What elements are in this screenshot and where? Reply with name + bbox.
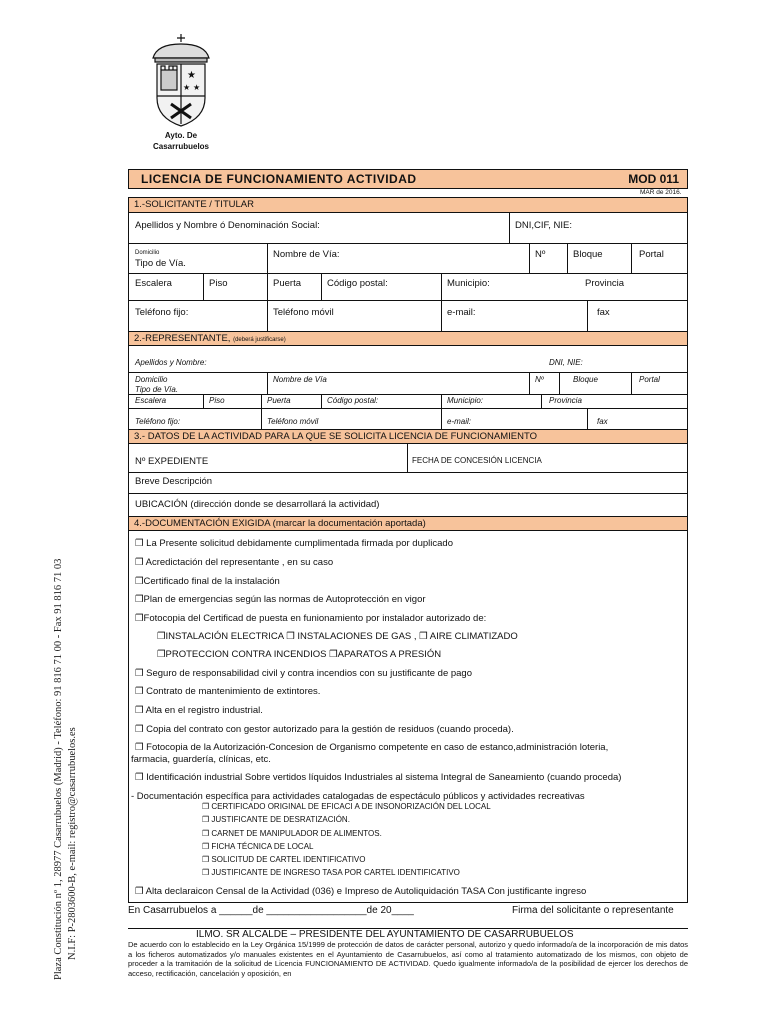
doc-item-representante[interactable]: ❒ Acredictación del representante , en su caso <box>135 557 334 568</box>
doc-item-autorizacion[interactable]: ❒ Fotocopia de la Autorización-Concesion de Organismo competente en caso de estanco,administración loteria, <box>135 742 609 753</box>
section-4-note: (marcar la documentación aportada) <box>272 518 426 529</box>
s2-bloque-label[interactable]: Bloque <box>573 375 598 384</box>
doc-item-residuos[interactable]: ❒ Copia del contrato con gestor autorizado para la gestión de residuos (cuando proceda). <box>135 724 514 735</box>
sub-item-manipulador[interactable]: ❒ CARNET DE MANIPULADOR DE ALIMENTOS. <box>202 829 382 838</box>
s1-tipo-via-label[interactable]: Tipo de Vía. <box>135 258 186 269</box>
section-2-title: 2.-REPRESENTANTE, <box>134 333 231 344</box>
s1-codigo-postal-label[interactable]: Código postal: <box>327 278 388 289</box>
s2-email-label[interactable]: e-mail: <box>447 417 472 426</box>
side-address-line2: N.I.F: P-2803600-B, e-mail: registro@casarrubuelos.es <box>67 727 78 960</box>
s1-nombre-via-label[interactable]: Nombre de Vía: <box>273 249 340 260</box>
doc-item-solicitud[interactable]: ❒ La Presente solicitud debidamente cumplimentada firmada por duplicado <box>135 538 453 549</box>
sub-item-desratizacion[interactable]: ❒ JUSTIFICANTE DE DESRATIZACIÓN. <box>202 815 350 824</box>
doc-item-plan-emergencias[interactable]: ❒Plan de emergencias según las normas de Autoprotección en vigor <box>135 594 426 605</box>
s1-apellidos-label[interactable]: Apellidos y Nombre ó Denominación Social: <box>135 220 320 231</box>
section-4-heading <box>129 516 687 531</box>
s1-telefono-fijo-label[interactable]: Teléfono fijo: <box>135 307 189 318</box>
doc-item-certificado-final[interactable]: ❒Certificado final de la instalación <box>135 576 280 587</box>
svg-text:★: ★ <box>187 70 196 81</box>
s1-piso-label[interactable]: Piso <box>209 278 228 289</box>
doc-item-proteccion[interactable]: ❒PROTECCION CONTRA INCENDIOS ❒APARATOS A PRESIÓN <box>157 649 442 660</box>
form-code: MOD 011 <box>628 172 679 186</box>
section-2-heading <box>129 331 687 346</box>
s3-ubicacion-label[interactable]: UBICACIÓN (dirección donde se desarrollará la actividad) <box>135 499 380 510</box>
municipal-crest-icon <box>143 30 219 130</box>
section-2-note: (deberá justificarse) <box>233 337 286 343</box>
s1-telefono-movil-label[interactable]: Teléfono móvil <box>273 307 334 318</box>
form-title: LICENCIA DE FUNCIONAMIENTO ACTIVIDAD <box>141 172 417 186</box>
crest-caption-line1: Ayto. De <box>164 131 198 140</box>
s2-tipo-via-label[interactable]: Tipo de Vía. <box>135 385 179 394</box>
s2-portal-label[interactable]: Portal <box>639 375 660 384</box>
s2-puerta-label[interactable]: Puerta <box>267 396 291 405</box>
s2-dni-label[interactable]: DNI, NIE: <box>549 358 583 367</box>
s1-portal-label[interactable]: Portal <box>639 249 664 260</box>
s1-bloque-label[interactable]: Bloque <box>573 249 603 260</box>
s2-telefono-fijo-label[interactable]: Teléfono fijo: <box>135 417 181 426</box>
doc-item-fotocopia-certificado[interactable]: ❒Fotocopia del Certificad de puesta en funionamiento por instalador autorizado de: <box>135 613 487 624</box>
sub-item-insonorizacion[interactable]: ❒ CERTIFICADO ORIGINAL DE EFICACI A DE INSONORIZACIÓN DEL LOCAL <box>202 802 491 811</box>
s1-escalera-label[interactable]: Escalera <box>135 278 172 289</box>
svg-text:★: ★ <box>193 83 201 92</box>
place-date-line[interactable]: En Casarrubuelos a ______de __________________de 20____ <box>128 905 414 916</box>
s1-puerta-label[interactable]: Puerta <box>273 278 301 289</box>
section-1-heading: 1.-SOLICITANTE / TITULAR <box>129 198 687 213</box>
s1-domicilio-label: Domicilio <box>135 250 160 256</box>
doc-item-seguro[interactable]: ❒ Seguro de responsabilidad civil y contra incendios con su justificante de pago <box>135 668 472 679</box>
doc-item-alta-censal[interactable]: ❒ Alta declaraicon Censal de la Actividad (036) e Impreso de Autoliquidación TASA Con justificante ingreso <box>135 886 587 897</box>
s1-numero-label[interactable]: Nº <box>535 249 546 260</box>
section-3-heading: 3.- DATOS DE LA ACTIVIDAD PARA LA QUE SE SOLICITA LICENCIA DE FUNCIONAMIENTO <box>129 429 687 444</box>
form-date: MAR de 2016. <box>640 189 682 196</box>
doc-item-extintores[interactable]: ❒ Contrato de mantenimiento de extintores. <box>135 686 321 697</box>
s2-escalera-label[interactable]: Escalera <box>135 396 167 405</box>
doc-item-espectaculos: - Documentación específica para actividades catalogadas de espectáculo públicos y actividades recreativas <box>131 791 585 802</box>
application-form <box>128 197 688 903</box>
s2-piso-label[interactable]: Piso <box>209 396 225 405</box>
s2-nombre-via-label[interactable]: Nombre de Vía <box>273 375 327 384</box>
s3-fecha-concesion-label[interactable]: FECHA DE CONCESIÓN LICENCIA <box>412 456 542 465</box>
s2-provincia-label[interactable]: Provincia <box>549 396 582 405</box>
addressee: ILMO. SR ALCALDE – PRESIDENTE DEL AYUNTAMIENTO DE CASARRUBUELOS <box>196 929 574 940</box>
s1-fax-label[interactable]: fax <box>597 307 610 318</box>
s1-email-label[interactable]: e-mail: <box>447 307 476 318</box>
signature-label: Firma del solicitante o representante <box>512 905 674 916</box>
legal-notice: De acuerdo con lo establecido en la Ley Orgánica 15/1999 de protección de datos de carácter personal, autorizo y quedo informado/a de la incorporación de mis datos a los ficheros automatizados y/o manuales existentes en el Ayuntamiento de Casarrubuelos, así como al tratamiento automatizado de los mismos, con objeto de proceder a la tramitación de la solicitud de Licencia FUNCIONAMIENTO DE ACTIVIDAD. Quedo igualmente informado/a de la posibilidad de ejercer los derechos de acceso, rectificación, cancelación y oposición, en <box>128 940 688 978</box>
section-4-title: 4.-DOCUMENTACIÓN EXIGIDA <box>134 518 271 529</box>
s1-provincia-label[interactable]: Provincia <box>585 278 625 289</box>
svg-text:★: ★ <box>183 83 191 92</box>
s2-domicilio-label: Domicilio <box>135 375 168 384</box>
s2-fax-label[interactable]: fax <box>597 417 608 426</box>
s2-municipio-label[interactable]: Municipio: <box>447 396 484 405</box>
s3-expediente-label[interactable]: Nº EXPEDIENTE <box>135 456 209 467</box>
s3-descripcion-label[interactable]: Breve Descripción <box>135 476 213 487</box>
form-title-bar <box>128 169 688 189</box>
s2-telefono-movil-label[interactable]: Teléfono móvil <box>267 417 319 426</box>
s1-dni-label[interactable]: DNI,CIF, NIE: <box>515 220 573 231</box>
side-address-line1: Plaza Constitución nº 1, 28977 Casarrubuelos (Madrid) - Teléfono: 91 816 71 00 - Fax 91 816 71 03 <box>53 558 64 980</box>
doc-item-autorizacion-cont: farmacia, guardería, clínicas, etc. <box>131 754 271 765</box>
side-address <box>52 558 86 1000</box>
s2-apellidos-label[interactable]: Apellidos y Nombre: <box>135 358 207 367</box>
s2-numero-label[interactable]: Nº <box>535 375 544 384</box>
sub-item-tasa-cartel[interactable]: ❒ JUSTIFICANTE DE INGRESO TASA POR CARTEL IDENTIFICATIVO <box>202 868 460 877</box>
s1-municipio-label[interactable]: Municipio: <box>447 278 490 289</box>
doc-item-vertidos[interactable]: ❒ Identificación industrial Sobre vertidos líquidos Industriales al sistema Integral de Saneamiento (cuando proceda) <box>135 772 622 783</box>
doc-item-instalaciones[interactable]: ❒INSTALACIÓN ELECTRICA ❒ INSTALACIONES DE GAS , ❒ AIRE CLIMATIZADO <box>157 631 518 642</box>
crest-caption-line2: Casarrubuelos <box>152 142 210 151</box>
doc-item-registro-industrial[interactable]: ❒ Alta en el registro industrial. <box>135 705 263 716</box>
s2-codigo-postal-label[interactable]: Código postal: <box>327 396 379 405</box>
sub-item-solicitud-cartel[interactable]: ❒ SOLICITUD DE CARTEL IDENTIFICATIVO <box>202 855 366 864</box>
sub-item-ficha-tecnica[interactable]: ❒ FICHA TÉCNICA DE LOCAL <box>202 842 314 851</box>
